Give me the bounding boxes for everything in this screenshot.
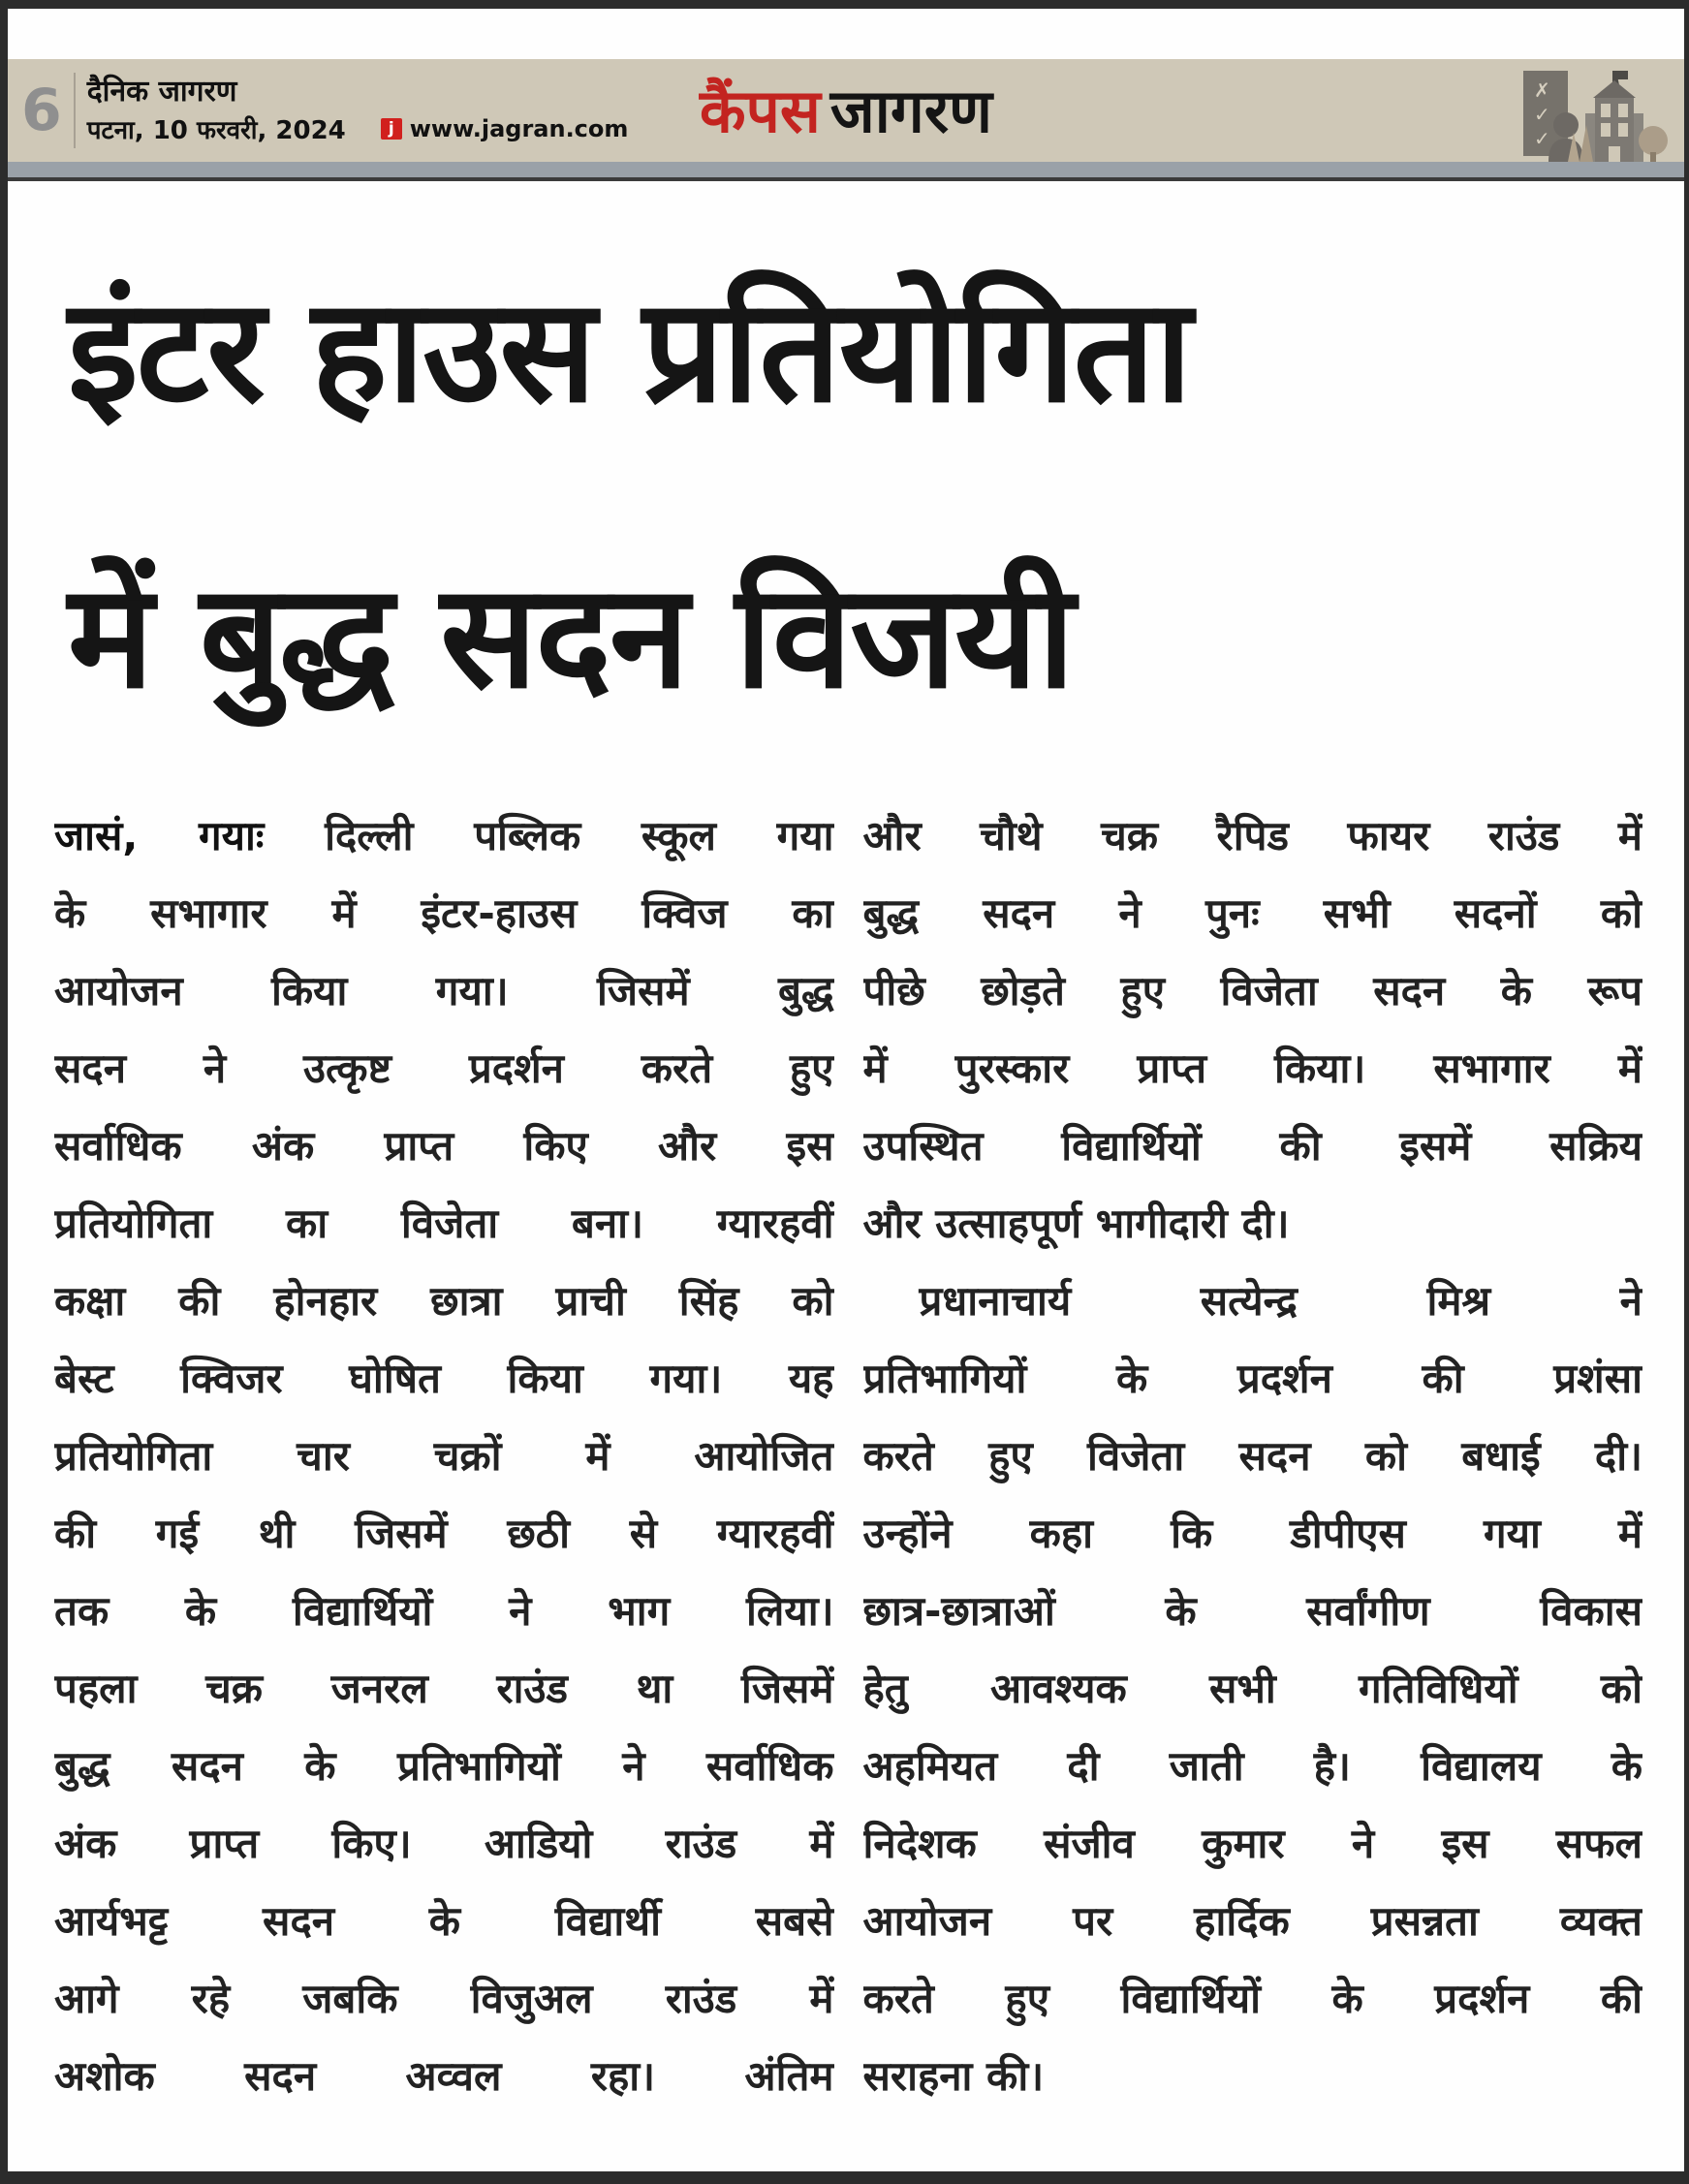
article-line: बुद्ध सदन के प्रतिभागियों ने सर्वाधिक — [54, 1742, 834, 1790]
headline-line-1: इंटर हाउस प्रतियोगिता — [68, 267, 1191, 434]
article-line: अहमियत दी जाती है। विद्यालय के — [862, 1742, 1642, 1790]
article-line: सर्वाधिक अंक प्राप्त किए और इस — [54, 1122, 834, 1170]
article-line: छात्र-छात्राओं के सर्वांगीण विकास — [862, 1587, 1642, 1635]
article-column-left — [54, 797, 834, 2115]
top-margin — [8, 9, 1684, 59]
article-column-right — [863, 797, 1643, 2115]
article-line: और चौथे चक्र रैपिड फायर राउंड में — [862, 812, 1642, 859]
article-line: आयोजन पर हार्दिक प्रसन्नता व्यक्त — [862, 1897, 1642, 1945]
article-line: आयोजन किया गया। जिसमें बुद्ध — [54, 967, 834, 1014]
newspaper-logo-block — [87, 67, 629, 154]
article-line: करते हुए विद्यार्थियों के प्रदर्शन की — [862, 1975, 1642, 2022]
header-divider — [74, 73, 76, 148]
article-line: तक के विद्यार्थियों ने भाग लिया। — [54, 1587, 834, 1635]
article-line: आर्यभट्ट सदन के विद्यार्थी सबसे — [54, 1897, 834, 1945]
roof-flag — [1616, 71, 1628, 79]
masthead-word-campus: कैंपस — [700, 76, 821, 146]
article-line: प्रतियोगिता का विजेता बना। ग्यारहवीं — [54, 1200, 834, 1247]
article-line: की गई थी जिसमें छठी से ग्यारहवीं — [54, 1510, 834, 1557]
article-line: हेतु आवश्यक सभी गतिविधियों को — [862, 1665, 1642, 1712]
article-line: पहला चक्र जनरल राउंड था जिसमें — [54, 1665, 834, 1712]
article-line: बुद्ध सदन ने पुनः सभी सदनों को — [862, 889, 1642, 937]
article-line: प्रतिभागियों के प्रदर्शन की प्रशंसा — [862, 1355, 1642, 1402]
article-line: कक्षा की होनहार छात्रा प्राची सिंह को — [54, 1277, 834, 1325]
article-line: सदन ने उत्कृष्ट प्रदर्शन करते हुए — [54, 1045, 834, 1092]
check-mark: ✓ — [1534, 103, 1550, 126]
article-line: और उत्साहपूर्ण भागीदारी दी। — [862, 1200, 1290, 1247]
door — [1609, 146, 1620, 162]
article-line: उपस्थित विद्यार्थियों की इसमें सक्रिय — [862, 1122, 1642, 1170]
article-line: अशोक सदन अव्वल रहा। अंतिम — [54, 2052, 834, 2100]
article-line: निदेशक संजीव कुमार ने इस सफल — [862, 1820, 1642, 1867]
window — [1618, 104, 1628, 117]
article-line: में पुरस्कार प्राप्त किया। सभागार में — [862, 1045, 1642, 1092]
article-line: अंक प्राप्त किए। आडियो राउंड में — [54, 1820, 834, 1867]
edition-block — [21, 67, 628, 154]
window — [1618, 123, 1628, 137]
article-line: प्रधानाचार्य सत्येन्द्र मिश्र ने — [919, 1277, 1642, 1325]
masthead-word-jagran: जागरण — [829, 76, 992, 146]
round-tree — [1639, 126, 1668, 155]
article-line: जासं, गयाः दिल्ली पब्लिक स्कूल गया — [54, 812, 834, 859]
window — [1601, 123, 1611, 137]
edition-date: पटना, 10 फरवरी, 2024 — [86, 115, 346, 145]
article-line: प्रतियोगिता चार चक्रों में आयोजित — [54, 1432, 834, 1480]
tree-trunk — [1650, 152, 1656, 162]
website-url: www.jagran.com — [409, 114, 629, 142]
article-line: के सभागार में इंटर-हाउस क्विज का — [54, 889, 834, 937]
dateline-lead: जासं, गयाः — [54, 812, 326, 859]
article-body — [54, 797, 1642, 2115]
page-number: 6 — [21, 77, 62, 144]
headline-line-2: में बुद्ध सदन विजयी — [68, 553, 1074, 720]
article-line: करते हुए विजेता सदन को बधाई दी। — [862, 1432, 1642, 1480]
article-line: सराहना की। — [862, 2052, 1045, 2100]
window — [1601, 104, 1611, 117]
check-mark: ✓ — [1534, 127, 1550, 150]
campus-jagran-masthead — [700, 69, 992, 150]
school-roof — [1593, 80, 1636, 98]
jagran-j-icon: j — [381, 118, 402, 140]
article-headline — [68, 208, 1645, 780]
header-divider-strip — [8, 162, 1684, 181]
person-silhouette — [1553, 112, 1579, 138]
edition-meta — [87, 111, 629, 146]
campus-illustration-icon — [1504, 65, 1669, 162]
newspaper-name: दैनिक जागरण — [86, 74, 237, 109]
article-line: पीछे छोड़ते हुए विजेता सदन के रूप — [862, 967, 1642, 1014]
article-line: बेस्ट क्विजर घोषित किया गया। यह — [54, 1355, 834, 1402]
article-line: उन्होंने कहा कि डीपीएस गया में — [862, 1510, 1642, 1557]
x-mark: ✗ — [1534, 78, 1550, 102]
article-line: आगे रहे जबकि विजुअल राउंड में — [54, 1975, 834, 2022]
page-header-band — [8, 59, 1684, 162]
